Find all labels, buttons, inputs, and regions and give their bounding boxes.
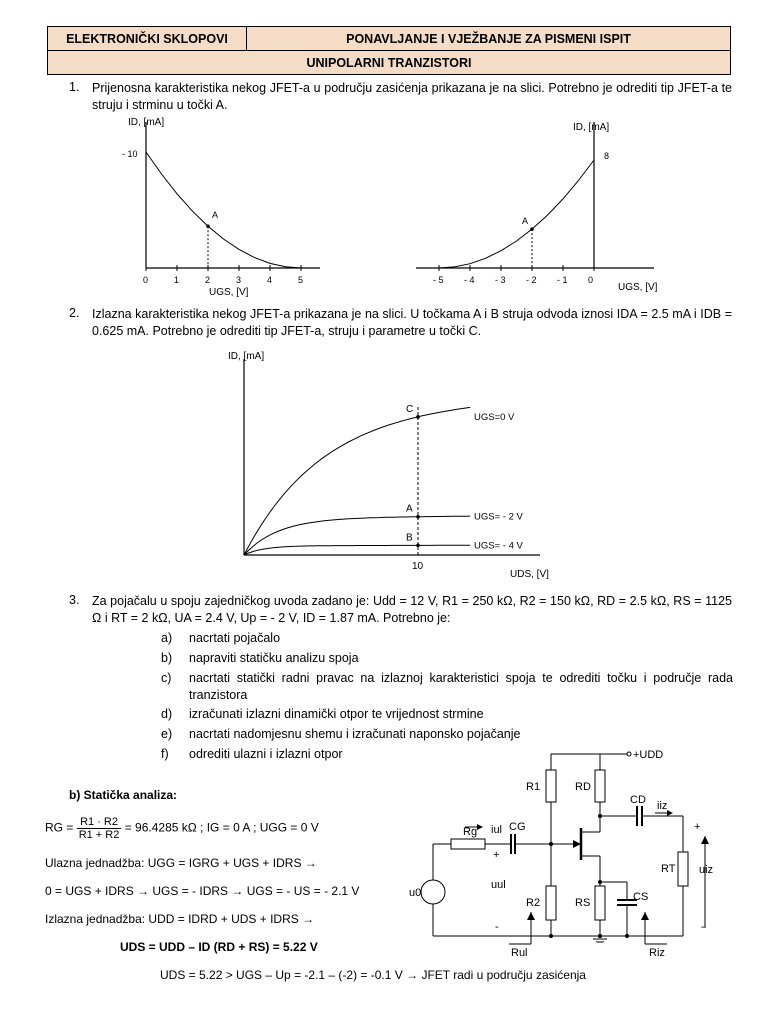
rul-arrowhead bbox=[527, 912, 535, 920]
iul-arrow bbox=[477, 824, 483, 830]
output-characteristic bbox=[220, 345, 560, 585]
rg-resistor bbox=[451, 839, 485, 849]
operating-point-label: C bbox=[406, 403, 414, 415]
rg-rhs: = 96.4285 kΩ ; IG = 0 A ; UGG = 0 V bbox=[121, 820, 319, 835]
x-axis-label: UGS, [V] bbox=[618, 282, 658, 293]
operating-point bbox=[416, 415, 420, 419]
rg-lhs: RG = bbox=[45, 820, 77, 835]
minus-output: - bbox=[701, 921, 705, 933]
junction-dot bbox=[598, 814, 602, 818]
q3-number: 3. bbox=[69, 593, 80, 607]
rt-label: RT bbox=[661, 863, 676, 875]
q2-number: 2. bbox=[69, 306, 80, 320]
uul-label: uul bbox=[491, 879, 506, 891]
x-tick-label: 3 bbox=[236, 275, 242, 285]
q1-text: Prijenosna karakteristika nekog JFET-a u području zasićenja prikazana je na slici. Potrebno je odrediti tip JFET-a te struju i strminu u točki A. bbox=[92, 81, 732, 112]
rs-resistor bbox=[595, 886, 605, 920]
rul-label: Rul bbox=[511, 947, 528, 959]
characteristic-curve bbox=[244, 545, 470, 555]
item-text: odrediti ulazni i izlazni otpor bbox=[189, 747, 343, 761]
vdd-terminal bbox=[627, 752, 631, 756]
item-letter: b) bbox=[161, 651, 173, 665]
rg-label: Rg bbox=[463, 826, 478, 838]
x-tick-label: - 2 bbox=[526, 275, 537, 285]
characteristic-curve bbox=[244, 516, 470, 555]
rg-equation bbox=[45, 816, 319, 841]
junction-dot bbox=[549, 934, 553, 938]
operating-point-label: B bbox=[406, 532, 413, 544]
transfer-characteristic-n-channel bbox=[110, 112, 325, 300]
y-axis-label: ID, [mA] bbox=[128, 117, 165, 128]
q1-number: 1. bbox=[69, 80, 80, 94]
riz-arrowhead bbox=[641, 912, 649, 920]
x-tick-label: 4 bbox=[267, 275, 273, 285]
x-tick-label: 10 bbox=[412, 561, 424, 572]
u0-source bbox=[421, 880, 445, 904]
transfer-curve bbox=[439, 160, 594, 268]
item-text: izračunati izlazni dinamički otpor te vrijednost strmine bbox=[189, 707, 484, 721]
header-subtitle: UNIPOLARNI TRANZISTORI bbox=[48, 51, 731, 75]
characteristic-curve bbox=[244, 407, 470, 555]
output-equation: Izlazna jednadžba: UDD = IDRD + UDS + IDRS → bbox=[45, 912, 315, 926]
uiz-label: uiz bbox=[699, 864, 714, 876]
x-axis-label: UGS, [V] bbox=[209, 287, 249, 298]
x-tick-label: 5 bbox=[298, 275, 304, 285]
item-letter: f) bbox=[161, 747, 169, 761]
item-letter: c) bbox=[161, 671, 172, 685]
minus-input: - bbox=[495, 921, 499, 933]
x-tick-label: - 4 bbox=[464, 275, 475, 285]
riz-label: Riz bbox=[649, 947, 665, 959]
x-tick-label: 1 bbox=[174, 275, 180, 285]
transfer-characteristic-p-channel bbox=[410, 112, 660, 300]
u0-label: u0 bbox=[409, 887, 422, 899]
input-equation: Ulazna jednadžba: UGG = IGRG + UGS + IDRS → bbox=[45, 856, 317, 870]
item-text: nacrtati statički radni pravac na izlaznoj karakteristici spoja te odrediti točku i područje rada tranzistora bbox=[189, 671, 733, 702]
point-a-label: A bbox=[212, 210, 219, 221]
r2-resistor bbox=[546, 886, 556, 920]
r2-label: R2 bbox=[526, 897, 541, 909]
item-letter: d) bbox=[161, 707, 173, 721]
item-text: napraviti statičku analizu spoja bbox=[189, 651, 359, 665]
x-tick-label: - 1 bbox=[557, 275, 568, 285]
uds-result: UDS = UDD – ID (RD + RS) = 5.22 V bbox=[120, 940, 318, 954]
rg-numerator: R1 · R2 bbox=[77, 816, 122, 829]
cs-label: CS bbox=[633, 891, 649, 903]
y-axis-label: ID, [mA] bbox=[228, 351, 265, 362]
rg-denominator: R1 + R2 bbox=[78, 829, 120, 841]
operating-point-label: A bbox=[406, 503, 413, 515]
y-axis-label: ID, [mA] bbox=[573, 122, 610, 133]
udd-label: +UDD bbox=[633, 749, 664, 761]
rd-resistor bbox=[595, 770, 605, 802]
x-tick-label: - 3 bbox=[495, 275, 506, 285]
r1-resistor bbox=[546, 770, 556, 802]
x-tick-label: 0 bbox=[588, 275, 594, 285]
point-a bbox=[206, 224, 210, 228]
header-title: PONAVLJANJE I VJEŽBANJE ZA PISMENI ISPIT bbox=[247, 27, 731, 51]
x-axis-label: UDS, [V] bbox=[510, 569, 549, 580]
junction-dot bbox=[598, 934, 602, 938]
rt-resistor bbox=[678, 852, 688, 886]
x-tick-label: - 5 bbox=[433, 275, 444, 285]
cd-label: CD bbox=[630, 794, 646, 806]
operating-point bbox=[416, 544, 420, 548]
x-tick-label: 0 bbox=[143, 275, 149, 285]
iiz-label: iiz bbox=[657, 800, 668, 812]
header-table bbox=[47, 26, 731, 75]
series-label: UGS= - 2 V bbox=[474, 511, 523, 523]
r1-label: R1 bbox=[526, 781, 541, 793]
item-letter: e) bbox=[161, 727, 173, 741]
junction-dot bbox=[625, 934, 629, 938]
plus-input: + bbox=[493, 849, 500, 861]
y-tick-label: 8 bbox=[604, 151, 610, 161]
saturation-check: UDS = 5.22 > UGS – Up = -2.1 – (-2) = -0.1 V → JFET radi u području zasićenja bbox=[160, 968, 586, 982]
junction-dot bbox=[549, 842, 553, 846]
point-a bbox=[530, 227, 534, 231]
series-label: UGS=0 V bbox=[474, 411, 515, 423]
q2-text: Izlazna karakteristika nekog JFET-a prikazana je na slici. U točkama A i B struja odvoda iznosi IDA = 2.5 mA i IDB = 0.625 mA. Potrebno je odrediti tip JFET-a, struju i parametre u točki C. bbox=[92, 307, 732, 338]
item-text: nacrtati nadomjesnu shemu i izračunati naponsko pojačanje bbox=[189, 727, 521, 741]
header-course: ELEKTRONIČKI SKLOPOVI bbox=[48, 27, 247, 51]
q3-text: Za pojačalu u spoju zajedničkog uvoda zadano je: Udd = 12 V, R1 = 250 kΩ, R2 = 150 kΩ, RD = 2.5 kΩ, RS = 1125 Ω i RT = 2 kΩ, UA = 2.4 V, Up = - 2 V, ID = 1.87 mA. Potrebno je: bbox=[92, 594, 732, 625]
iiz-arrow bbox=[667, 810, 673, 816]
transfer-curve bbox=[146, 152, 301, 268]
item-text: nacrtati pojačalo bbox=[189, 631, 281, 645]
plus-output: + bbox=[694, 821, 701, 833]
uiz-arrowhead bbox=[701, 836, 709, 844]
analysis-heading: b) Statička analiza: bbox=[69, 788, 178, 802]
cg-label: CG bbox=[509, 821, 526, 833]
iul-label: iul bbox=[491, 824, 503, 836]
junction-dot bbox=[598, 880, 602, 884]
operating-point bbox=[416, 515, 420, 519]
series-label: UGS= - 4 V bbox=[474, 540, 523, 552]
x-tick-label: 2 bbox=[205, 275, 211, 285]
y-tick-label: - 10 bbox=[122, 149, 138, 159]
point-a-label: A bbox=[522, 216, 529, 227]
ugs-derivation: 0 = UGS + IDRS → UGS = - IDRS → UGS = - US = - 2.1 V bbox=[45, 884, 360, 898]
rg-fraction bbox=[77, 816, 122, 841]
item-letter: a) bbox=[161, 631, 173, 645]
rd-label: RD bbox=[575, 781, 591, 793]
rs-label: RS bbox=[575, 897, 591, 909]
amplifier-circuit bbox=[405, 740, 735, 965]
